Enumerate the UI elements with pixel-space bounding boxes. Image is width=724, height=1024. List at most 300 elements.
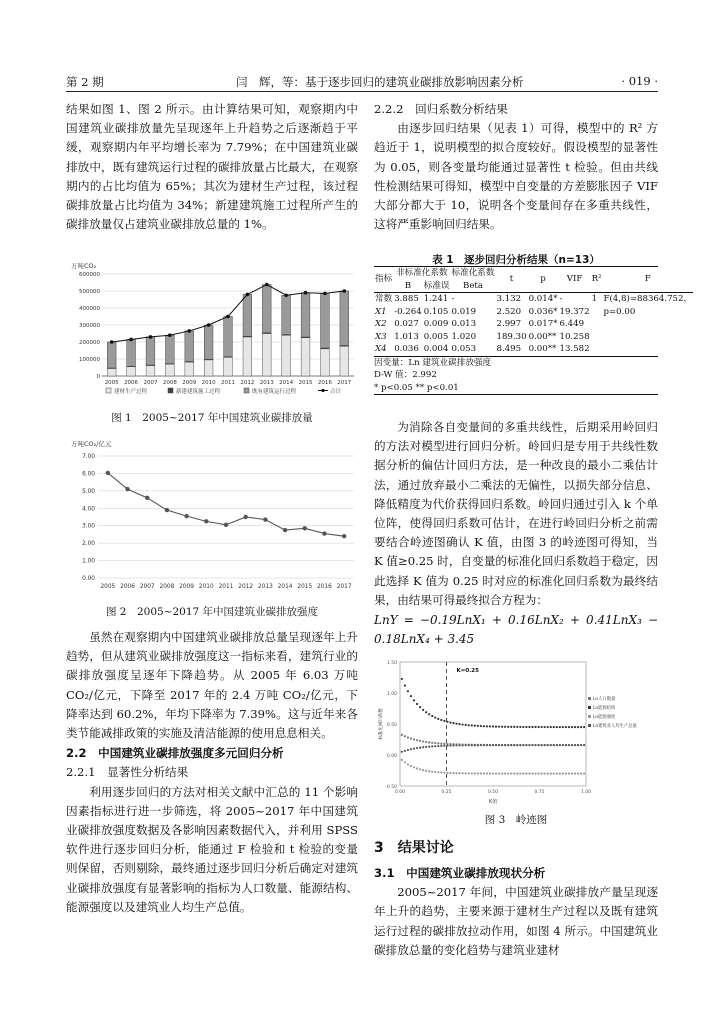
ridge-point — [510, 726, 512, 728]
figure-2-caption: 图 2 2005~2017 年中国建筑业碳排放强度 — [105, 606, 319, 618]
ridge-point — [547, 772, 549, 774]
x-tick-label: 2009 — [182, 380, 197, 386]
ridge-point — [471, 744, 473, 746]
y-tick-label: -0.50 — [385, 785, 397, 790]
ridge-point — [419, 747, 421, 749]
table-row — [374, 318, 693, 331]
ridge-point — [498, 744, 500, 746]
total-point-2009 — [187, 329, 191, 333]
ridge-point — [422, 740, 424, 742]
table-cell: 19.372 — [559, 306, 590, 317]
ridge-point — [455, 744, 457, 746]
y-tick-label: 500000 — [79, 289, 100, 295]
header-cell: VIF — [566, 274, 583, 285]
ridge-point — [513, 772, 515, 774]
ridge-point — [571, 772, 573, 774]
y-tick-label: 0.50 — [386, 723, 397, 728]
table-cell: - — [451, 294, 455, 304]
ridge-point — [516, 744, 518, 746]
left-column-lower — [66, 628, 358, 917]
ridge-point — [507, 744, 509, 746]
ridge-point — [534, 726, 536, 728]
table-cell: 0.053 — [451, 344, 477, 354]
y-tick-label: 300000 — [79, 323, 100, 329]
legend-marker — [321, 389, 324, 392]
left-column — [66, 100, 358, 234]
bar-建材生产过程-2007 — [146, 365, 155, 376]
ridge-point — [422, 769, 424, 771]
ridge-point — [541, 772, 543, 774]
ridge-point — [531, 772, 533, 774]
table-cell: X1 — [375, 306, 387, 317]
page-number: · 019 · — [621, 74, 658, 88]
figure-3-caption: 图 3 岭迹图 — [484, 814, 548, 826]
ridge-point — [443, 745, 445, 747]
ridge-point — [522, 744, 524, 746]
ridge-point — [559, 772, 561, 774]
table-cell: 2.997 — [496, 319, 522, 329]
figure-1-chart — [66, 258, 358, 398]
intensity-point-2005 — [106, 471, 110, 475]
ridge-point — [492, 744, 494, 746]
legend-label: 既有建筑运行过程 — [252, 389, 297, 395]
bar-建材生产过程-2006 — [127, 367, 136, 376]
ridge-point — [580, 772, 582, 774]
total-point-2011 — [226, 315, 230, 319]
total-point-2006 — [129, 338, 133, 342]
header-cell: 标准误 — [423, 280, 450, 291]
ridge-point — [574, 772, 576, 774]
table-cell: 189.30 — [496, 331, 527, 342]
ridge-point — [458, 723, 460, 725]
table-cell: 13.582 — [559, 344, 590, 354]
total-point-2005 — [110, 340, 114, 344]
right-column-middle — [374, 418, 658, 649]
paragraph: 结果如图 1、图 2 所示。由计算结果可知，观察期内中国建筑业碳排放量先呈现逐年上升趋势之后逐渐趋于平缓，观察期内年平均增长率为 7.79%；在中国建筑业碳排放中，既有建筑运行过程的碳排放量占比最大，在观察期内的占比均值为 65%；其次为建材生产过程，该过程碳排放量占比均值为 34%；新建建筑施工过程所产生的碳排放量仅占建筑业碳排放总量的 1%。 — [66, 102, 358, 232]
legend-label: Ln建筑业人均生产总值 — [593, 724, 637, 729]
ridge-point — [537, 772, 539, 774]
bar-建材生产过程-2016 — [321, 349, 330, 376]
ridge-point — [583, 726, 585, 728]
ridge-point — [583, 744, 585, 746]
table-cell — [602, 331, 693, 344]
legend-swatch — [588, 697, 591, 700]
intensity-point-2007 — [145, 496, 149, 500]
ridge-point — [480, 772, 482, 774]
ridge-point — [419, 768, 421, 770]
figure-2-chart — [66, 436, 358, 594]
ridge-point — [504, 772, 506, 774]
ridge-point — [477, 772, 479, 774]
ridge-point — [416, 767, 418, 769]
x-tick-label: 2011 — [221, 380, 235, 386]
y-tick-label: 0 — [96, 374, 100, 380]
intensity-point-2009 — [184, 514, 188, 518]
legend-swatch — [588, 715, 591, 718]
table-row — [374, 293, 693, 306]
bar-既有建筑运行过程-2010 — [204, 325, 213, 359]
bar-建材生产过程-2013 — [262, 334, 271, 377]
ridge-point — [583, 772, 585, 774]
x-tick-label: 0.25 — [441, 790, 452, 795]
ridge-point — [486, 725, 488, 727]
table-cell: 1.020 — [451, 331, 477, 342]
table-cell: 3.885 — [394, 294, 419, 304]
intensity-point-2017 — [342, 534, 346, 538]
table-1-title: 表 1 逐步回归分析结果（n=13） — [432, 254, 600, 266]
table-cell: 6.449 — [559, 319, 585, 329]
ridge-point — [492, 725, 494, 727]
ridge-point — [531, 726, 533, 728]
plot-frame — [400, 662, 586, 786]
ridge-point — [462, 744, 464, 746]
ridge-point — [562, 726, 564, 728]
ridge-point — [452, 722, 454, 724]
intensity-point-2008 — [165, 508, 169, 512]
ridge-point — [544, 744, 546, 746]
bar-既有建筑运行过程-2012 — [243, 294, 252, 336]
ridge-point — [556, 726, 558, 728]
bar-既有建筑运行过程-2015 — [301, 293, 310, 337]
total-point-2016 — [323, 292, 327, 296]
ridge-point — [465, 772, 467, 774]
ridge-point — [498, 772, 500, 774]
table-cell: p=0.00 — [603, 306, 636, 317]
ridge-point — [489, 725, 491, 727]
x-tick-label: 1.00 — [580, 790, 592, 795]
header-cell: 指标 — [375, 274, 393, 285]
y-axis-label: 标准化回归系数 — [379, 708, 384, 740]
ridge-point — [449, 772, 451, 774]
table-cell: F(4,8)=88364.752， — [603, 294, 693, 304]
x-tick-label: 2017 — [337, 380, 352, 386]
ridge-point — [574, 744, 576, 746]
ridge-point — [522, 772, 524, 774]
y-tick-label: 7.00 — [82, 454, 95, 460]
table-cell: 0.00** — [528, 331, 557, 342]
bar-既有建筑运行过程-2016 — [321, 293, 330, 348]
ridge-point — [468, 724, 470, 726]
ridge-point — [422, 709, 424, 711]
ridge-point — [522, 726, 524, 728]
ridge-point — [519, 772, 521, 774]
y-tick-label: 4.00 — [82, 506, 95, 513]
ridge-point — [577, 772, 579, 774]
ridge-point — [547, 744, 549, 746]
table-cell: 0.014* — [528, 294, 558, 304]
x-tick-label: 2014 — [279, 380, 294, 386]
ridge-point — [428, 770, 430, 772]
ridge-point — [446, 721, 448, 723]
ridge-point — [434, 745, 436, 747]
bar-建材生产过程-2009 — [185, 362, 194, 376]
ridge-point — [413, 747, 415, 749]
paragraph: 利用逐步回归的方法对相关文献中汇总的 11 个影响因素指标进行进一步筛选，将 2005~2017 年中国建筑业碳排放强度数据及各影响因素数据代入，并利用 SPSS 软件进行逐步回归分析，能通过 F 检验和 t 检验的变量则保留，否则剔除，最终通过逐步回归分析后确定对建筑业碳排放强度有显著影响的指标为人口数量、能源结构、能源强度以及建筑业人均生产总值。 — [66, 784, 358, 914]
ridge-point — [568, 744, 570, 746]
y-tick-label: 1.00 — [386, 692, 397, 697]
ridge-point — [565, 772, 567, 774]
ridge-point — [489, 772, 491, 774]
table-cell — [602, 343, 693, 356]
ridge-point — [404, 761, 406, 763]
ridge-point — [501, 744, 503, 746]
table-cell: 0.036* — [528, 306, 558, 317]
ridge-point — [428, 713, 430, 715]
ridge-point — [483, 744, 485, 746]
bar-既有建筑运行过程-2013 — [262, 285, 271, 333]
table-row — [374, 306, 693, 319]
x-tick-label: 2005 — [100, 584, 116, 590]
table-cell: X2 — [375, 319, 387, 329]
x-tick-label: 2006 — [124, 380, 139, 386]
ridge-point — [534, 772, 536, 774]
header-cell: 非标准化系数 — [396, 268, 448, 278]
ridge-point — [410, 737, 412, 739]
ridge-point — [537, 744, 539, 746]
ridge-point — [568, 726, 570, 728]
y-tick-label: 6.00 — [82, 471, 95, 478]
table-cell: 1.013 — [394, 331, 419, 342]
table-cell: 0.00** — [528, 344, 557, 354]
legend-swatch — [244, 388, 249, 393]
y-tick-label: 0.00 — [386, 754, 397, 759]
ridge-point — [437, 718, 439, 720]
ridge-point — [544, 726, 546, 728]
bar-建材生产过程-2008 — [165, 364, 174, 376]
k-annotation: K=0.25 — [456, 668, 479, 674]
ridge-point — [504, 744, 506, 746]
ridge-point — [477, 744, 479, 746]
x-tick-label: 2007 — [143, 380, 158, 386]
ridge-point — [562, 772, 564, 774]
ridge-point — [568, 772, 570, 774]
bar-既有建筑运行过程-2011 — [224, 317, 233, 357]
ridge-point — [440, 742, 442, 744]
ridge-point — [525, 772, 527, 774]
ridge-point — [437, 771, 439, 773]
ridge-point — [425, 711, 427, 713]
ridge-point — [580, 726, 582, 728]
ridge-point — [458, 772, 460, 774]
x-tick-label: 2014 — [277, 584, 293, 590]
paragraph: 2005~2017 年间，中国建筑业碳排放产量呈现逐年上升的趋势，主要来源于建材生产过程以及既有建筑运行过程的碳排放拉动作用，如图 4 所示。中国建筑业碳排放总量的变化趋势与建筑业建材 — [374, 885, 658, 957]
ridge-point — [416, 739, 418, 741]
intensity-point-2006 — [125, 487, 129, 491]
ridge-point — [443, 720, 445, 722]
ridge-point — [504, 726, 506, 728]
right-column — [374, 100, 658, 234]
bar-建材生产过程-2012 — [243, 337, 252, 376]
running-header — [66, 70, 658, 92]
x-tick-label: 2005 — [104, 380, 119, 386]
header-cell: Beta — [463, 280, 483, 291]
ridge-point — [547, 726, 549, 728]
ridge-point — [440, 719, 442, 721]
x-axis-label: K值 — [488, 799, 498, 805]
ridge-point — [480, 725, 482, 727]
y-tick-label: 200000 — [79, 340, 100, 346]
ridge-point — [452, 772, 454, 774]
running-title: 闫 辉，等：基于逐步回归的建筑业碳排放影响因素分析 — [236, 75, 524, 89]
ridge-point — [556, 744, 558, 746]
ridge-point — [471, 724, 473, 726]
bar-既有建筑运行过程-2014 — [282, 295, 291, 334]
ridge-point — [528, 772, 530, 774]
section-heading-3: 3 结果讨论 — [374, 840, 454, 856]
total-point-2014 — [284, 293, 288, 297]
ridge-point — [443, 772, 445, 774]
intensity-point-2016 — [322, 531, 326, 535]
ridge-point — [462, 772, 464, 774]
ridge-point — [431, 742, 433, 744]
ridge-point — [471, 772, 473, 774]
y-tick-label: 2.00 — [82, 541, 95, 548]
ridge-point — [556, 772, 558, 774]
ridge-point — [431, 745, 433, 747]
ridge-point — [425, 746, 427, 748]
legend-swatch — [168, 388, 173, 393]
y-axis-label: 万吨CO₂ — [71, 262, 97, 270]
ridge-point — [528, 726, 530, 728]
y-tick-label: 600000 — [79, 272, 100, 278]
ridge-point — [577, 726, 579, 728]
x-tick-label: 0.75 — [534, 790, 545, 795]
ridge-point — [534, 744, 536, 746]
table-cell — [591, 318, 603, 331]
table-cell: 2.520 — [496, 306, 522, 317]
header-cell: 标准化系数 — [451, 268, 495, 278]
legend-label: 新建建筑施工过程 — [176, 389, 221, 395]
ridge-point — [486, 772, 488, 774]
table-header-row — [374, 267, 693, 280]
ridge-point — [519, 726, 521, 728]
ridge-point — [425, 741, 427, 743]
ridge-point — [525, 726, 527, 728]
legend-label: 合计 — [330, 389, 342, 395]
ridge-point — [550, 744, 552, 746]
ridge-point — [495, 725, 497, 727]
ridge-point — [404, 684, 406, 686]
ridge-point — [434, 771, 436, 773]
bar-建材生产过程-2015 — [301, 338, 310, 376]
ridge-point — [477, 725, 479, 727]
paragraph: 为消除各自变量间的多重共线性，后期采用岭回归的方法对模型进行回归分析。岭回归是专用于共线性数据分析的偏估计回归方法，是一种改良的最小二乘估计法，通过放弃最小二乘法的无偏性，以损失部分信息、降低精度为代价获得回归系数。岭回归通过引入 k 个单位阵，使得回归系数可估计，在进行岭回归分析之前需要结合岭迹图确认 K 值，由图 3 的岭迹图可得知，当 K 值≥0.25 时，自变量的标准化回归系数趋于稳定，因此选择 K 值为 0.25 时对应的标准化回归系数为最终结果，由结果可得最终拟合方程为： — [374, 420, 658, 607]
ridge-point — [404, 750, 406, 752]
ridge-point — [565, 726, 567, 728]
ridge-point — [553, 772, 555, 774]
ridge-point — [452, 744, 454, 746]
ridge-point — [507, 772, 509, 774]
ridge-point — [550, 726, 552, 728]
legend-label: Ln能源强度 — [593, 715, 616, 720]
ridge-point — [486, 744, 488, 746]
ridge-point — [474, 725, 476, 727]
ridge-point — [416, 747, 418, 749]
x-tick-label: 2013 — [258, 584, 273, 590]
y-tick-label: 0.00 — [82, 576, 95, 582]
section-heading-2-2-2: 2.2.2 回归系数分析结果 — [374, 102, 508, 116]
ridge-point — [519, 744, 521, 746]
header-cell: p — [540, 274, 546, 285]
table-cell: X4 — [375, 344, 387, 354]
intensity-point-2012 — [243, 515, 247, 519]
ridge-point — [474, 772, 476, 774]
y-axis-label: 万吨CO₂/亿元 — [71, 440, 112, 448]
total-point-2007 — [149, 335, 153, 339]
ridge-point — [480, 744, 482, 746]
x-tick-label: 2012 — [240, 380, 255, 386]
ridge-point — [528, 744, 530, 746]
ridge-point — [410, 695, 412, 697]
table-notes — [374, 356, 658, 396]
x-tick-label: 2010 — [201, 380, 216, 386]
regression-table — [374, 267, 693, 356]
table-cell: 10.258 — [559, 331, 590, 342]
ridge-point — [401, 678, 403, 680]
table-cell: - — [559, 294, 563, 304]
bar-既有建筑运行过程-2007 — [146, 337, 155, 365]
ridge-point — [571, 744, 573, 746]
header-cell: F — [644, 274, 651, 285]
ridge-point — [422, 746, 424, 748]
x-tick-label: 2016 — [317, 380, 332, 386]
ridge-point — [428, 741, 430, 743]
table-row — [374, 331, 693, 344]
bar-既有建筑运行过程-2009 — [185, 331, 194, 362]
ridge-point — [577, 744, 579, 746]
total-point-2010 — [207, 323, 211, 327]
table-cell — [591, 306, 603, 319]
ridge-point — [425, 770, 427, 772]
table-cell — [602, 318, 693, 331]
ridge-point — [401, 759, 403, 761]
ridge-point — [531, 744, 533, 746]
ridge-point — [525, 744, 527, 746]
ridge-point — [544, 772, 546, 774]
ridge-point — [419, 706, 421, 708]
ridge-point — [498, 726, 500, 728]
table-note: 因变量：Ln 建筑业碳排放强度 — [374, 357, 492, 368]
ridge-point — [455, 772, 457, 774]
total-point-2017 — [343, 289, 347, 293]
ridge-point — [401, 751, 403, 753]
ridge-point — [507, 726, 509, 728]
ridge-point — [580, 744, 582, 746]
ridge-point — [553, 744, 555, 746]
ridge-point — [465, 744, 467, 746]
figure-3-chart — [374, 658, 658, 806]
table-row — [374, 343, 693, 356]
ridge-point — [513, 726, 515, 728]
table-cell: 3.132 — [496, 294, 522, 304]
ridge-point — [407, 763, 409, 765]
ridge-point — [462, 723, 464, 725]
intensity-point-2011 — [224, 523, 228, 527]
intensity-point-2015 — [303, 526, 307, 530]
x-tick-label: 0.50 — [487, 790, 499, 795]
x-tick-label: 2016 — [317, 584, 332, 590]
ridge-point — [440, 745, 442, 747]
bar-既有建筑运行过程-2005 — [107, 342, 116, 368]
ridge-point — [413, 699, 415, 701]
ridge-point — [449, 721, 451, 723]
total-point-2008 — [168, 333, 172, 337]
x-tick-label: 2008 — [162, 380, 177, 386]
table-cell: 0.009 — [423, 319, 449, 329]
y-tick-label: 1.50 — [386, 661, 397, 666]
table-note: D-W 值：2.992 — [374, 370, 437, 380]
legend-swatch — [588, 724, 591, 727]
